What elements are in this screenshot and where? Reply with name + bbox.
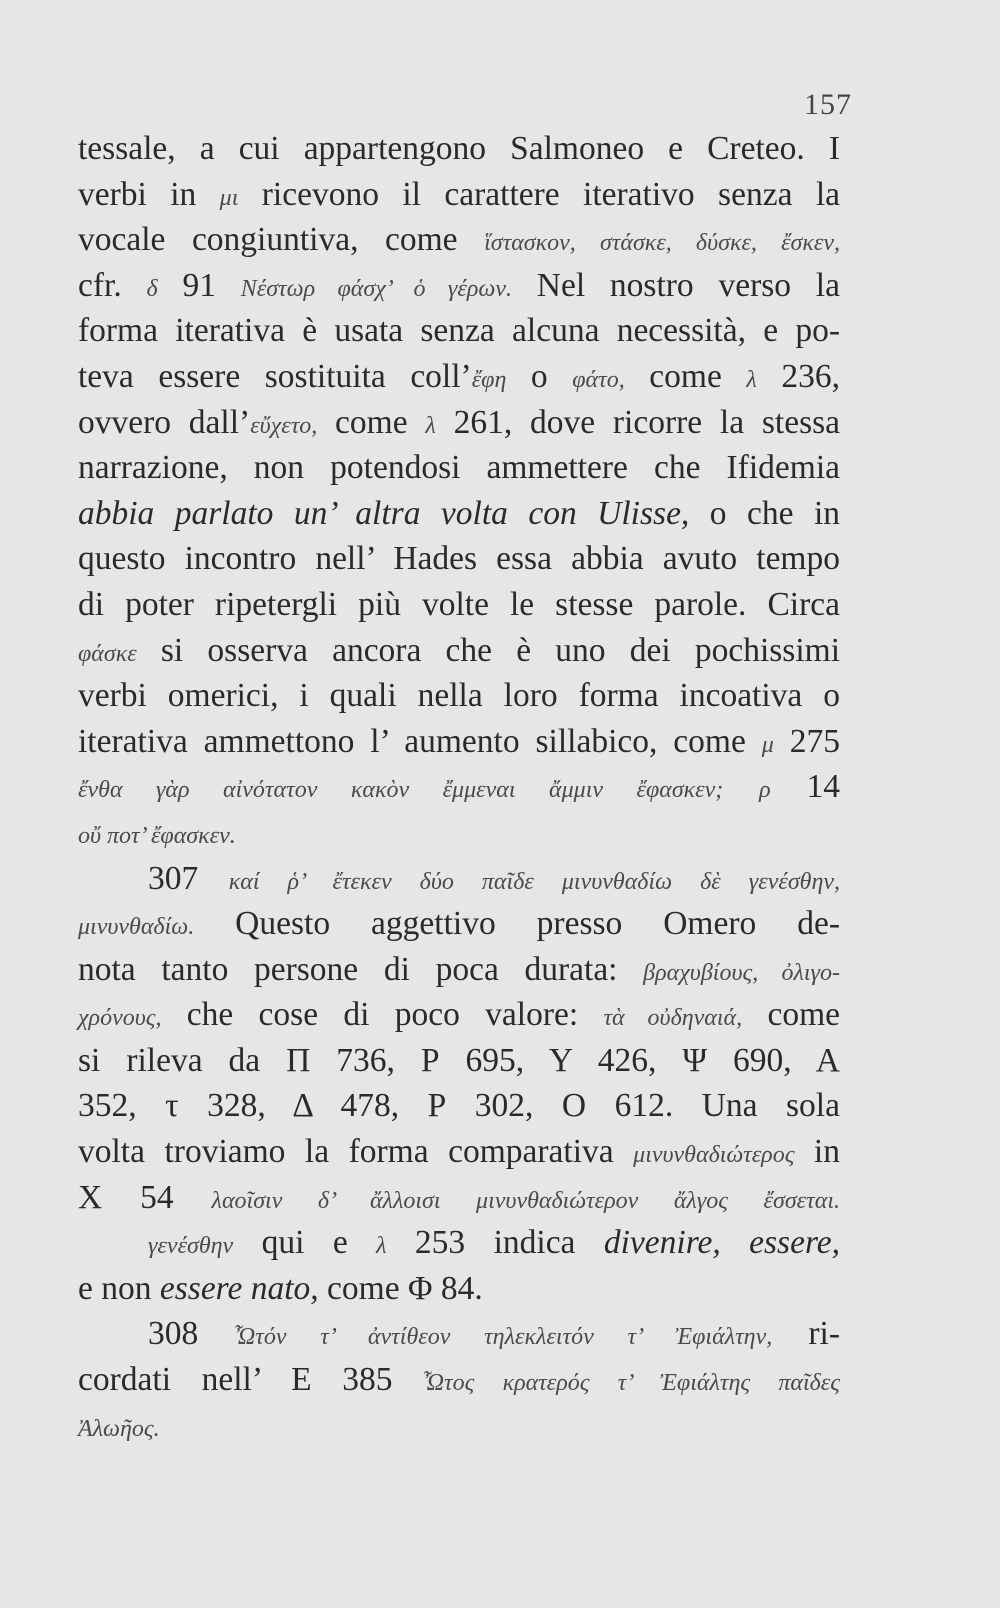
greek-text: ἵστασκον, στάσκε, δύσκε, ἔσκεν, xyxy=(484,230,840,257)
greek-text: λαοῖσιν δ’ ἄλλοισι μινυνθαδιώτερον ἄλγος ἔσσεται. xyxy=(211,1187,840,1214)
text-line xyxy=(78,172,840,218)
text-run: 236, xyxy=(756,357,841,395)
text-line xyxy=(78,491,840,537)
text-run: e non xyxy=(78,1269,160,1307)
text-run: narrazione, non potendosi ammettere che Ifidemia xyxy=(78,449,840,487)
greek-text: ρ xyxy=(759,777,771,804)
greek-text: μι xyxy=(219,184,239,211)
text-run: cfr. xyxy=(78,266,147,304)
text-run: come xyxy=(742,996,840,1034)
text-run: si osserva ancora che è uno dei pochissimi xyxy=(136,631,840,669)
text-line xyxy=(78,1220,840,1266)
text-run: iterativa ammettono l’ aumento sillabico, come xyxy=(78,722,762,760)
text-line xyxy=(78,719,840,765)
greek-text: Ὦτόν τ’ ἀντίθεον τηλεκλειτόν τ’ Ἐφιάλτην, xyxy=(234,1324,773,1351)
text-line xyxy=(78,126,840,172)
text-run: volta troviamo la forma comparativa xyxy=(78,1133,634,1171)
text-run: ovvero dall’ xyxy=(78,403,251,441)
text-line xyxy=(78,354,840,400)
text-run: verbi in xyxy=(78,175,220,213)
text-run: 308 xyxy=(148,1315,235,1353)
text-run: questo incontro nell’ Hades essa abbia avuto tempo xyxy=(78,540,840,578)
text-line xyxy=(78,764,840,810)
greek-text: λ xyxy=(425,412,436,439)
text-run: cordati nell’ E 385 xyxy=(78,1361,424,1399)
text-run: o che in xyxy=(689,494,840,532)
text-line xyxy=(78,263,840,309)
text-run: qui e xyxy=(233,1224,377,1262)
page-number: 157 xyxy=(804,88,852,121)
text-line xyxy=(78,1357,840,1403)
greek-text: δ xyxy=(146,275,158,302)
text-run: 261, dove ricorre la stessa xyxy=(435,403,841,441)
text-run: tessale, a cui appartengono Salmoneo e Creteo. I xyxy=(78,130,840,167)
text-run: come xyxy=(317,403,426,441)
text-run: in xyxy=(794,1133,840,1171)
page-body xyxy=(78,126,840,1448)
text-line xyxy=(78,1175,840,1221)
greek-text: φάσκε xyxy=(78,640,137,667)
text-run: 253 indica xyxy=(386,1224,604,1262)
text-run: forma iterativa è usata senza alcuna necessità, e po- xyxy=(78,312,840,350)
text-run: 275 xyxy=(773,722,841,760)
text-line xyxy=(78,217,840,263)
text-run: di poter ripetergli più volte le stesse parole. Circa xyxy=(78,585,840,623)
text-run: Χ 54 xyxy=(78,1178,212,1216)
text-line xyxy=(78,810,840,856)
text-line xyxy=(78,1403,840,1449)
greek-text: γενέσθην xyxy=(148,1233,234,1260)
text-run: si rileva da Π 736, Ρ 695, Υ 426, Ψ 690, Α xyxy=(78,1041,840,1079)
greek-text: βραχυβίους, ὀλιγο- xyxy=(643,959,840,986)
text-run: nota tanto persone di poca durata: xyxy=(78,950,644,988)
italic-text: essere nato, xyxy=(159,1269,319,1307)
greek-text: Νέστωρ φάσχ’ ὁ γέρων. xyxy=(240,275,512,302)
italic-text: divenire, essere, xyxy=(603,1224,840,1262)
text-line xyxy=(78,1129,840,1175)
greek-text: καί ῥ’ ἔτεκεν δύο παῖδε μινυνθαδίω δὲ γενέσθην, xyxy=(228,868,841,895)
text-run: come xyxy=(624,357,747,395)
greek-text: φάτο, xyxy=(572,366,625,393)
text-run: come Φ 84. xyxy=(318,1269,483,1307)
text-run: Nel nostro verso la xyxy=(511,266,840,304)
text-line xyxy=(78,582,840,628)
text-line xyxy=(78,856,840,902)
text-run xyxy=(723,768,759,805)
text-run: o xyxy=(506,357,573,395)
text-line xyxy=(78,400,840,446)
text-line xyxy=(78,673,840,719)
text-run: ri- xyxy=(772,1315,840,1353)
text-run: 307 xyxy=(148,859,229,897)
text-line xyxy=(78,992,840,1038)
greek-text: λ xyxy=(746,366,757,393)
text-run: vocale congiuntiva, come xyxy=(78,221,485,259)
text-line xyxy=(78,628,840,674)
text-line xyxy=(78,1083,840,1129)
text-run: verbi omerici, i quali nella loro forma incoativa o xyxy=(78,677,840,715)
text-line xyxy=(78,947,840,993)
text-line xyxy=(78,1038,840,1084)
text-line xyxy=(78,445,840,491)
text-run: ricevono il carattere iterativo senza la xyxy=(238,175,841,213)
greek-text: Ὦτος κρατερός τ’ Ἐφιάλτης παῖδες xyxy=(423,1370,840,1397)
greek-text: εὔχετο, xyxy=(250,412,318,439)
italic-text: abbia parlato un’ altra volta con Ulisse, xyxy=(78,494,690,532)
text-run: 14 xyxy=(770,768,841,806)
greek-text: ἔνθα γὰρ αἰνότατον κακὸν ἔμμεναι ἄμμιν ἔφασκεν; xyxy=(78,777,724,804)
greek-text: μ xyxy=(761,731,774,758)
greek-text: ἔφη xyxy=(471,366,507,393)
text-run: 352, τ 328, Δ 478, Ρ 302, Ο 612. Una sola xyxy=(78,1087,840,1125)
greek-text: λ xyxy=(376,1233,387,1260)
text-run: 91 xyxy=(157,266,241,304)
greek-text: χρόνους, xyxy=(78,1005,162,1032)
text-run: che cose di poco valore: xyxy=(161,996,604,1034)
greek-text: μινυνθαδίω. xyxy=(78,914,195,941)
text-line xyxy=(78,1311,840,1357)
text-line xyxy=(78,901,840,947)
greek-text: μινυνθαδιώτερος xyxy=(633,1142,795,1169)
greek-text: τὰ οὐδηναιά, xyxy=(603,1005,743,1032)
text-line xyxy=(78,308,840,354)
greek-text: οὔ ποτ’ ἔφασκεν. xyxy=(78,822,236,849)
greek-text: Ἀλωῆος. xyxy=(78,1415,160,1442)
text-line xyxy=(78,1266,840,1312)
text-run: teva essere sostituita coll’ xyxy=(78,357,472,395)
text-run: Questo aggettivo presso Omero de- xyxy=(194,905,840,943)
text-line xyxy=(78,536,840,582)
